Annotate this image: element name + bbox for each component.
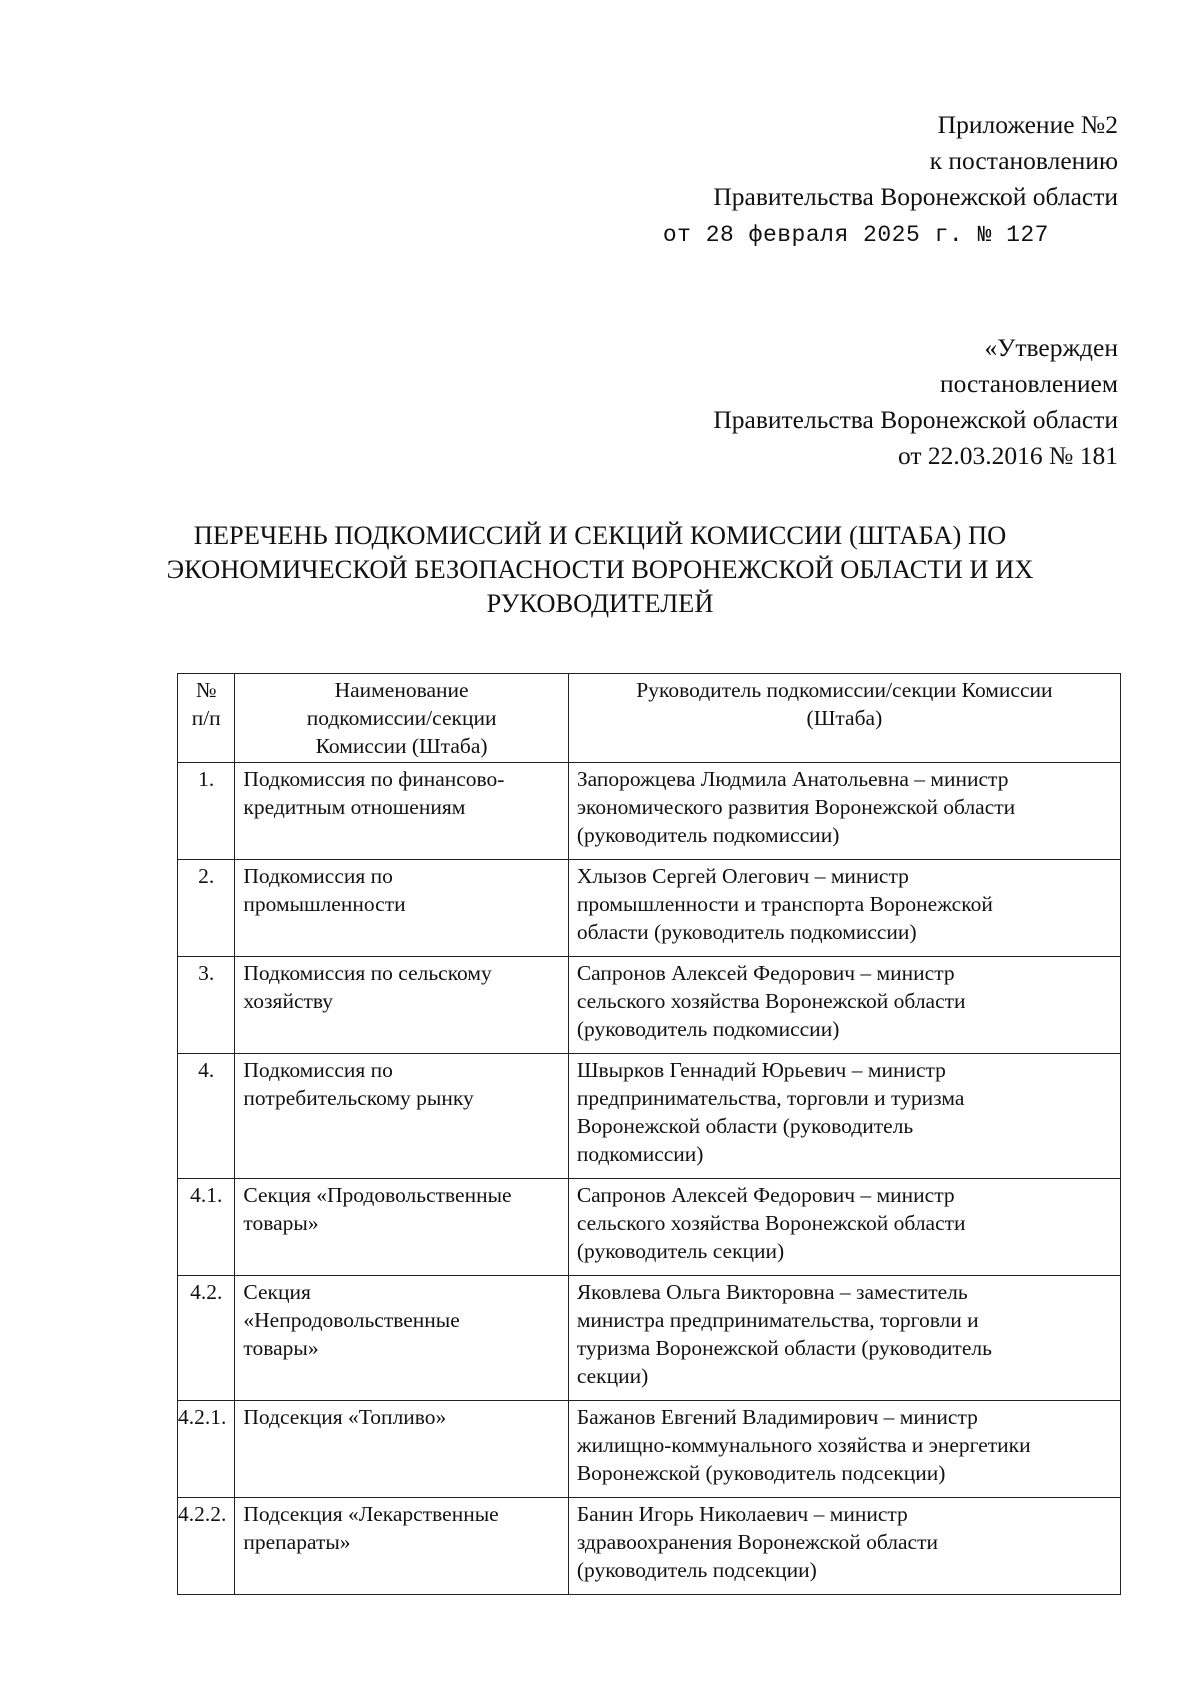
subcommissions-table: [177, 673, 1121, 1595]
row-name: Подсекция «Лекарственные препараты»: [235, 1498, 568, 1595]
row-number: 4.1.: [178, 1179, 235, 1276]
row-name: Подкомиссия по сельскому хозяйству: [235, 957, 568, 1054]
approval-date-number: от 22.03.2016 № 181: [897, 441, 1118, 470]
appendix-to-resolution: к постановлению: [929, 146, 1118, 175]
table-row: [178, 957, 1121, 1054]
row-head: Запорожцева Людмила Анатольевна – министр экономического развития Воронежской области (руководитель подкомиссии): [568, 763, 1120, 860]
row-head: Бажанов Евгений Владимирович – министр жилищно-коммунального хозяйства и энергетики Воронежской (руководитель подсекции): [568, 1401, 1120, 1498]
table-row: [178, 763, 1121, 860]
row-name: Секция «Непродовольственные товары»: [235, 1276, 568, 1401]
title-line-3: РУКОВОДИТЕЛЕЙ: [486, 588, 714, 618]
row-number: 4.: [178, 1054, 235, 1179]
row-number: 1.: [178, 763, 235, 860]
approval-by-resolution: постановлением: [939, 369, 1118, 398]
table-row: [178, 1401, 1121, 1498]
approval-label: «Утвержден: [984, 333, 1118, 362]
title-line-1: ПЕРЕЧЕНЬ ПОДКОМИССИЙ И СЕКЦИЙ КОМИССИИ (ШТАБА) ПО: [193, 520, 1007, 550]
row-number: 4.2.1.: [178, 1401, 235, 1498]
table-row: [178, 1276, 1121, 1401]
column-header-number: № п/п: [178, 674, 235, 763]
appendix-date-number: от 28 февраля 2025 г. № 127: [662, 222, 1049, 248]
row-name: Секция «Продовольственные товары»: [235, 1179, 568, 1276]
table-row: [178, 1179, 1121, 1276]
row-head: Сапронов Алексей Федорович – министр сельского хозяйства Воронежской области (руководитель секции): [568, 1179, 1120, 1276]
row-name: Подкомиссия по финансово- кредитным отношениям: [235, 763, 568, 860]
row-head: Банин Игорь Николаевич – министр здравоохранения Воронежской области (руководитель подсекции): [568, 1498, 1120, 1595]
row-name: Подсекция «Топливо»: [235, 1401, 568, 1498]
appendix-header: [663, 107, 1118, 253]
document-title: [150, 518, 1050, 620]
row-name: Подкомиссия по потребительскому рынку: [235, 1054, 568, 1179]
approval-government: Правительства Воронежской области: [713, 405, 1118, 434]
column-header-head: Руководитель подкомиссии/секции Комиссии (Штаба): [568, 674, 1120, 763]
table-row: [178, 1498, 1121, 1595]
column-header-name: Наименование подкомиссии/секции Комиссии (Штаба): [235, 674, 568, 763]
table-header-row: [178, 674, 1121, 763]
row-number: 4.2.2.: [178, 1498, 235, 1595]
row-number: 4.2.: [178, 1276, 235, 1401]
row-head: Швырков Геннадий Юрьевич – министр предпринимательства, торговли и туризма Воронежской области (руководитель подкомиссии): [568, 1054, 1120, 1179]
appendix-label: Приложение №2: [937, 110, 1118, 139]
table-row: [178, 860, 1121, 957]
row-head: Сапронов Алексей Федорович – министр сельского хозяйства Воронежской области (руководитель подкомиссии): [568, 957, 1120, 1054]
row-head: Яковлева Ольга Викторовна – заместитель министра предпринимательства, торговли и туризма Воронежской области (руководитель секции): [568, 1276, 1120, 1401]
table-row: [178, 1054, 1121, 1179]
row-number: 2.: [178, 860, 235, 957]
row-number: 3.: [178, 957, 235, 1054]
approval-block: [713, 330, 1118, 474]
row-head: Хлызов Сергей Олегович – министр промышленности и транспорта Воронежской области (руководитель подкомиссии): [568, 860, 1120, 957]
title-line-2: ЭКОНОМИЧЕСКОЙ БЕЗОПАСНОСТИ ВОРОНЕЖСКОЙ ОБЛАСТИ И ИХ: [166, 554, 1034, 584]
row-name: Подкомиссия по промышленности: [235, 860, 568, 957]
appendix-government: Правительства Воронежской области: [713, 182, 1118, 211]
